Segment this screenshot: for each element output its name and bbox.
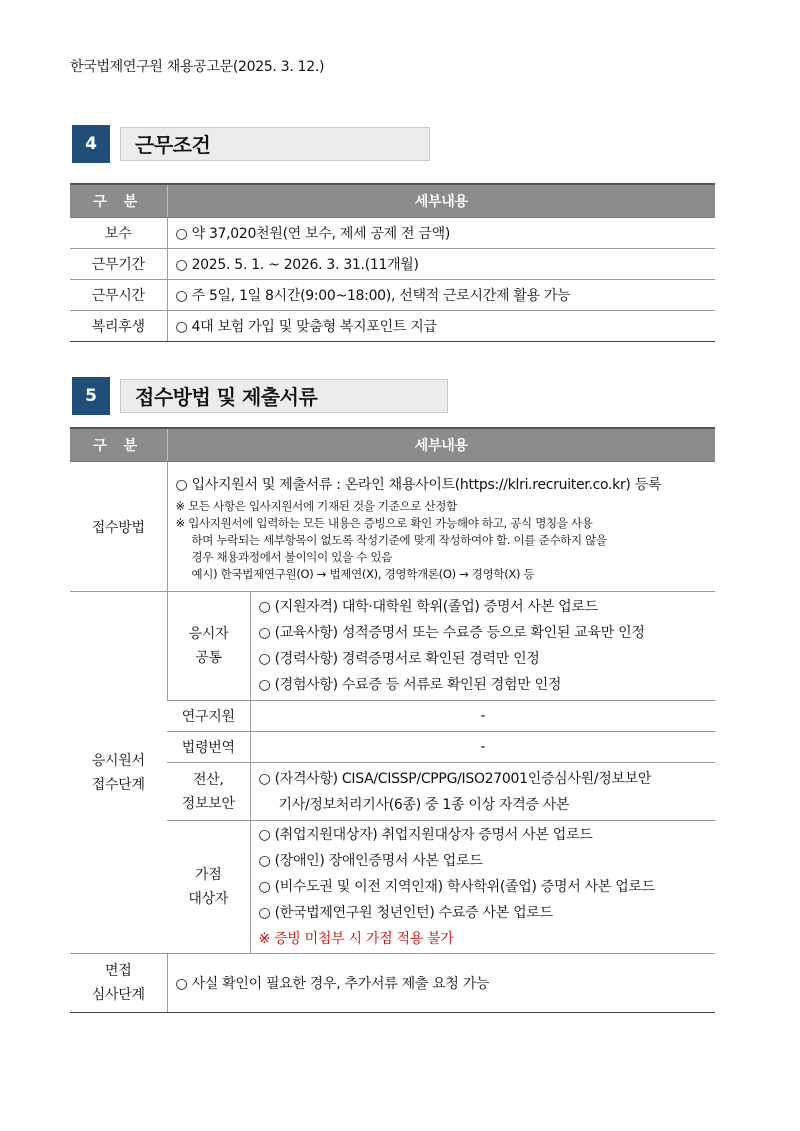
sub-category: 법령번역 (167, 732, 250, 763)
application-method-table (70, 427, 715, 1013)
row-category: 근무기간 (70, 249, 167, 280)
row-detail: ○ 사실 확인이 필요한 경우, 추가서류 제출 요청 가능 (167, 954, 715, 1013)
row-category: 근무시간 (70, 280, 167, 311)
table-row (70, 732, 715, 763)
table-row (70, 701, 715, 732)
table-row (70, 821, 715, 954)
table-row (70, 592, 715, 701)
table-row (70, 462, 715, 592)
note-line: 예시) 한국법제연구원(O) → 법제연(X), 경영학개론(O) → 경영학(X) 등 (191, 567, 535, 581)
sub-category (167, 592, 250, 701)
row-category: 접수방법 (70, 462, 167, 592)
sub-category-line: 전산, (192, 771, 224, 788)
table-row (70, 311, 715, 342)
section-heading: 근무조건 (120, 127, 430, 161)
list-item: ○ (교육사항) 성적증명서 또는 수료증 등으로 확인된 교육만 인정 (258, 625, 645, 641)
row-detail: - (250, 701, 715, 732)
sub-category (167, 821, 250, 954)
table-row (70, 280, 715, 311)
sub-category-line: 정보보안 (181, 795, 235, 812)
list-item: ○ (지원자격) 대학·대학원 학위(졸업) 증명서 사본 업로드 (258, 599, 598, 615)
list-item: ○ (경험사항) 수료증 등 서류로 확인된 경험만 인정 (258, 677, 562, 693)
sub-category-line: 가점 (195, 867, 222, 883)
warning-note: ※ 증빙 미첨부 시 가점 적용 불가 (258, 931, 454, 947)
section-number: 4 (72, 125, 110, 163)
column-header-detail: 세부내용 (167, 428, 715, 462)
category-line: 면접 (105, 963, 132, 979)
note-line: ※ 모든 사항은 입사지원서에 기재된 것을 기준으로 산정함 (175, 499, 457, 513)
list-item: ○ (경력사항) 경력증명서로 확인된 경력만 인정 (258, 651, 540, 667)
row-detail (167, 462, 715, 592)
row-detail: - (250, 732, 715, 763)
note-line: 하며 누락되는 세부항목이 없도록 작성기준에 맞게 작성하여야 함. 이를 준수하지 않을 (191, 533, 607, 547)
section-number: 5 (72, 377, 110, 415)
table-row (70, 763, 715, 821)
table-row (70, 954, 715, 1013)
row-detail (250, 763, 715, 821)
row-detail (250, 592, 715, 701)
section-4-title (72, 125, 432, 163)
category-line: 접수단계 (91, 776, 145, 793)
row-category (70, 954, 167, 1013)
category-line: 심사단계 (91, 987, 145, 1003)
column-header-detail: 세부내용 (167, 184, 715, 218)
list-item: ○ (장애인) 장애인증명서 사본 업로드 (258, 853, 483, 869)
document-header: 한국법제연구원 채용공고문(2025. 3. 12.) (70, 59, 325, 75)
column-header-category: 구 분 (70, 184, 167, 218)
table-row (70, 249, 715, 280)
row-detail: ○ 주 5일, 1일 8시간(9:00~18:00), 선택적 근로시간제 활용 가능 (167, 280, 715, 311)
note-line: 경우 채용과정에서 불이익이 있을 수 있음 (191, 550, 393, 564)
row-category: 복리후생 (70, 311, 167, 342)
table-row (70, 218, 715, 249)
row-detail: ○ 약 37,020천원(연 보수, 제세 공제 전 금액) (167, 218, 715, 249)
row-detail (250, 821, 715, 954)
sub-category-line: 공통 (195, 650, 222, 666)
list-item: ○ (취업지원대상자) 취업지원대상자 증명서 사본 업로드 (258, 827, 593, 843)
list-item: ○ (비수도권 및 이전 지역인재) 학사학위(졸업) 증명서 사본 업로드 (258, 879, 655, 895)
category-line: 응시원서 (91, 752, 145, 769)
row-detail: ○ 2025. 5. 1. ~ 2026. 3. 31.(11개월) (167, 249, 715, 280)
method-main: ○ 입사지원서 및 제출서류 : 온라인 채용사이트(https://klri.recruiter.co.kr) 등록 (175, 477, 662, 493)
row-category: 보수 (70, 218, 167, 249)
section-heading: 접수방법 및 제출서류 (120, 379, 448, 413)
sub-category: 연구지원 (167, 701, 250, 732)
sub-category-line: 응시자 (188, 626, 229, 642)
sub-category (167, 763, 250, 821)
row-category (70, 592, 167, 954)
list-item: ○ (한국법제연구원 청년인턴) 수료증 사본 업로드 (258, 905, 553, 921)
list-item: ○ (자격사항) CISA/CISSP/CPPG/ISO27001인증심사원/정보보안 (258, 770, 652, 787)
working-conditions-table (70, 183, 715, 342)
note-line: ※ 입사지원서에 입력하는 모든 내용은 증빙으로 확인 가능해야 하고, 공식 명칭을 사용 (175, 516, 593, 530)
row-detail: ○ 4대 보험 가입 및 맞춤형 복지포인트 지급 (167, 311, 715, 342)
section-5-title (72, 377, 432, 415)
note (176, 498, 716, 583)
sub-category-line: 대상자 (188, 891, 229, 907)
list-item-continued: 기사/정보처리기사(6종) 중 1종 이상 자격증 사본 (278, 796, 570, 813)
column-header-category: 구 분 (70, 428, 167, 462)
